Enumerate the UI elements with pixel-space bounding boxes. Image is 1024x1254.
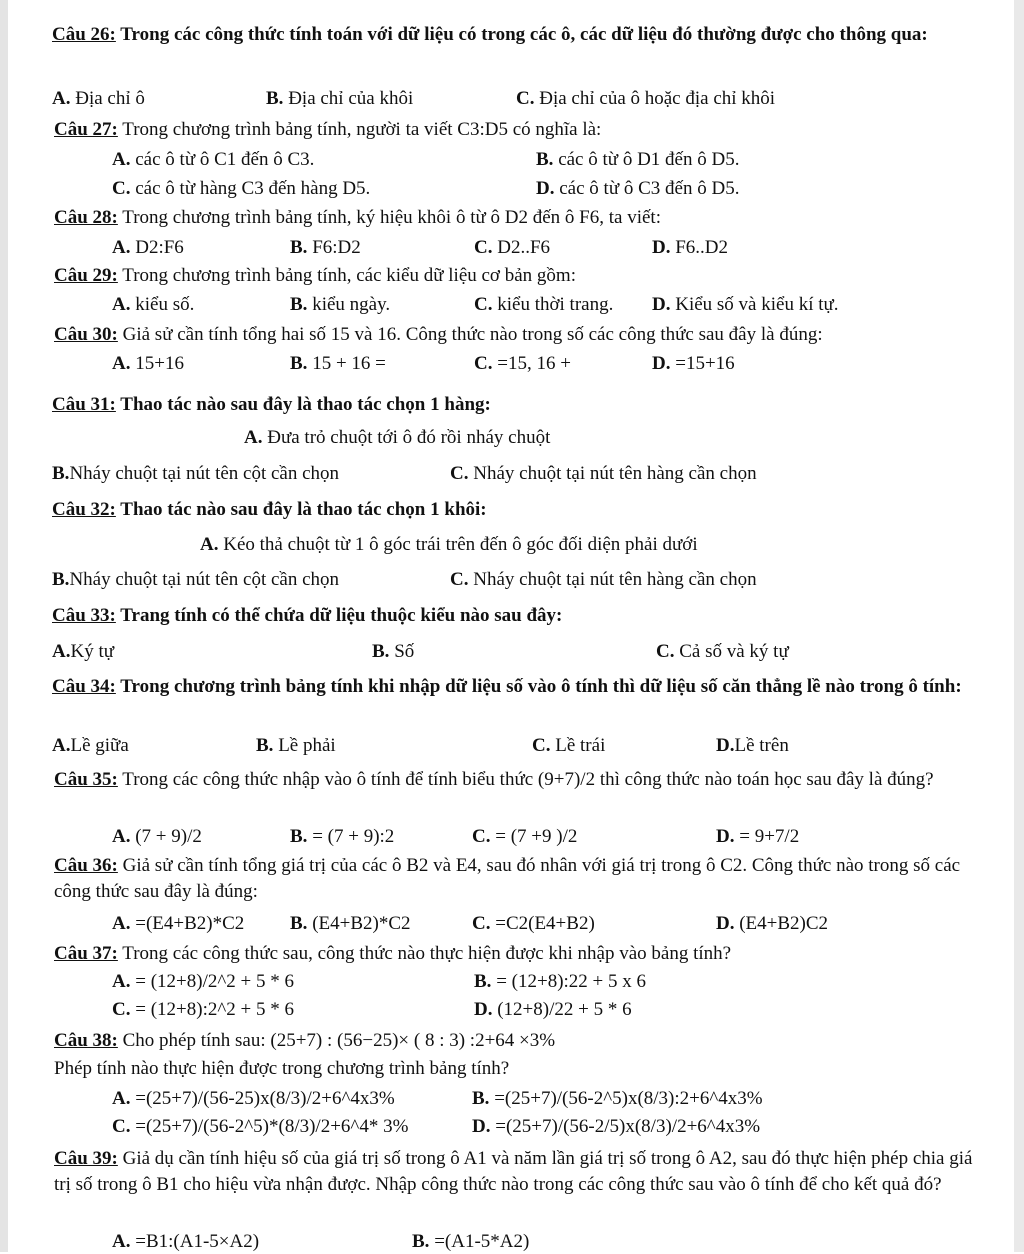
option-a: A.Lề giữa — [52, 735, 129, 756]
option-c: C. Cả số và ký tự — [656, 641, 789, 662]
option-b: B. Số — [372, 641, 415, 662]
option-a: A. = (12+8)/2^2 + 5 * 6 — [112, 971, 294, 992]
option-c: C. = (7 +9 )/2 — [472, 826, 578, 847]
option-b: B. F6:D2 — [290, 237, 361, 258]
option-b: B. (E4+B2)*C2 — [290, 913, 411, 934]
option-a: A. Kéo thả chuột từ 1 ô góc trái trên đến ô góc đối diện phải dưới — [200, 534, 698, 555]
question-30: Câu 30: Giả sử cần tính tổng hai số 15 và 16. Công thức nào trong số các công thức sau đây là đúng: — [54, 324, 823, 345]
option-a: A. (7 + 9)/2 — [112, 826, 202, 847]
option-a: A. =(E4+B2)*C2 — [112, 913, 245, 934]
question-38-subtext: Phép tính nào thực hiện được trong chương trình bảng tính? — [54, 1058, 510, 1079]
option-d: D. các ô từ ô C3 đến ô D5. — [536, 178, 740, 199]
option-d: D. (E4+B2)C2 — [716, 913, 829, 934]
option-d: D. = 9+7/2 — [716, 826, 800, 847]
question-37: Câu 37: Trong các công thức sau, công thức nào thực hiện được khi nhập vào bảng tính? — [54, 943, 732, 964]
question-35: Câu 35: Trong các công thức nhập vào ô tính để tính biểu thức (9+7)/2 thì công thức nào toán học sau đây là đúng? — [54, 769, 934, 790]
option-b: B. Lề phải — [256, 735, 336, 756]
option-c: C. =(25+7)/(56-2^5)*(8/3)/2+6^4* 3% — [112, 1116, 409, 1137]
question-31: Câu 31: Thao tác nào sau đây là thao tác chọn 1 hàng: — [52, 394, 491, 415]
option-b: B. 15 + 16 = — [290, 353, 386, 374]
option-a: A. D2:F6 — [112, 237, 184, 258]
option-b: B. =(A1-5*A2) — [412, 1231, 530, 1252]
question-38: Câu 38: Cho phép tính sau: (25+7) : (56−25)× ( 8 : 3) :2+64 ×3% — [54, 1030, 556, 1051]
option-b: B. =(25+7)/(56-2^5)x(8/3):2+6^4x3% — [472, 1088, 763, 1109]
option-d: D. =15+16 — [652, 353, 735, 374]
option-c: C. Nháy chuột tại nút tên hàng cần chọn — [450, 569, 757, 590]
option-d: D. (12+8)/22 + 5 * 6 — [474, 999, 632, 1020]
left-border — [0, 0, 8, 1252]
option-c: C. Lề trái — [532, 735, 606, 756]
option-c: C. Địa chỉ của ô hoặc địa chỉ khôi — [516, 88, 776, 109]
option-c: C. các ô từ hàng C3 đến hàng D5. — [112, 178, 371, 199]
question-39: Câu 39: Giả dụ cần tính hiệu số của giá trị số trong ô A1 và năm lần giá trị số trong ô A2, sau đó thực hiện phép chia giá trị số trong ô B1 cho hiệu vừa nhận được. Nhập công thức nào trong các công thức sau vào ô tính để cho kết quả đó? — [54, 1148, 973, 1195]
option-c: C. =15, 16 + — [474, 353, 571, 374]
question-33: Câu 33: Trang tính có thể chứa dữ liệu thuộc kiểu nào sau đây: — [52, 605, 563, 626]
option-b: B. = (12+8):22 + 5 x 6 — [474, 971, 647, 992]
option-d: D. F6..D2 — [652, 237, 729, 258]
option-b: B. kiểu ngày. — [290, 294, 391, 315]
question-34: Câu 34: Trong chương trình bảng tính khi nhập dữ liệu số vào ô tính thì dữ liệu số căn thẳng lề nào trong ô tính: — [52, 676, 962, 697]
right-border — [1014, 0, 1024, 1252]
option-c: C. = (12+8):2^2 + 5 * 6 — [112, 999, 294, 1020]
option-b: B.Nháy chuột tại nút tên cột cần chọn — [52, 463, 340, 484]
option-a: A. =B1:(A1-5×A2) — [112, 1231, 260, 1252]
question-29: Câu 29: Trong chương trình bảng tính, các kiểu dữ liệu cơ bản gồm: — [54, 265, 576, 286]
question-number: Câu 26: — [52, 24, 116, 45]
option-b: B. Địa chỉ của khôi — [266, 88, 414, 109]
option-b: B. các ô từ ô D1 đến ô D5. — [536, 149, 740, 170]
option-d: D.Lề trên — [716, 735, 789, 756]
option-a: A. các ô từ ô C1 đến ô C3. — [112, 149, 315, 170]
option-d: D. =(25+7)/(56-2/5)x(8/3)/2+6^4x3% — [472, 1116, 761, 1137]
option-a: A. 15+16 — [112, 353, 184, 374]
option-c: C. kiểu thời trang. — [474, 294, 614, 315]
option-a: A. Đưa trỏ chuột tới ô đó rồi nháy chuột — [244, 427, 551, 448]
option-c: C. =C2(E4+B2) — [472, 913, 595, 934]
question-text: Trong các công thức tính toán với dữ liệu có trong các ô, các dữ liệu đó thường được cho thông qua: — [115, 24, 928, 45]
option-d: D. Kiểu số và kiểu kí tự. — [652, 294, 839, 315]
question-27: Câu 27: Trong chương trình bảng tính, người ta viết C3:D5 có nghĩa là: — [54, 119, 602, 140]
option-a: A. =(25+7)/(56-25)x(8/3)/2+6^4x3% — [112, 1088, 395, 1109]
option-b: B.Nháy chuột tại nút tên cột cần chọn — [52, 569, 340, 590]
question-36: Câu 36: Giả sử cần tính tổng giá trị của các ô B2 và E4, sau đó nhân với giá trị trong ô C2. Công thức nào trong số các công thức sau đây là đúng: — [54, 855, 961, 902]
question-26 — [52, 22, 972, 48]
option-c: C. Nháy chuột tại nút tên hàng cần chọn — [450, 463, 757, 484]
question-28: Câu 28: Trong chương trình bảng tính, ký hiệu khôi ô từ ô D2 đến ô F6, ta viết: — [54, 207, 661, 228]
question-32: Câu 32: Thao tác nào sau đây là thao tác chọn 1 khôi: — [52, 499, 487, 520]
option-a: A.Ký tự — [52, 641, 115, 662]
option-a: A. kiểu số. — [112, 294, 195, 315]
option-a: A. Địa chỉ ô — [52, 88, 145, 109]
option-c: C. D2..F6 — [474, 237, 551, 258]
option-b: B. = (7 + 9):2 — [290, 826, 395, 847]
